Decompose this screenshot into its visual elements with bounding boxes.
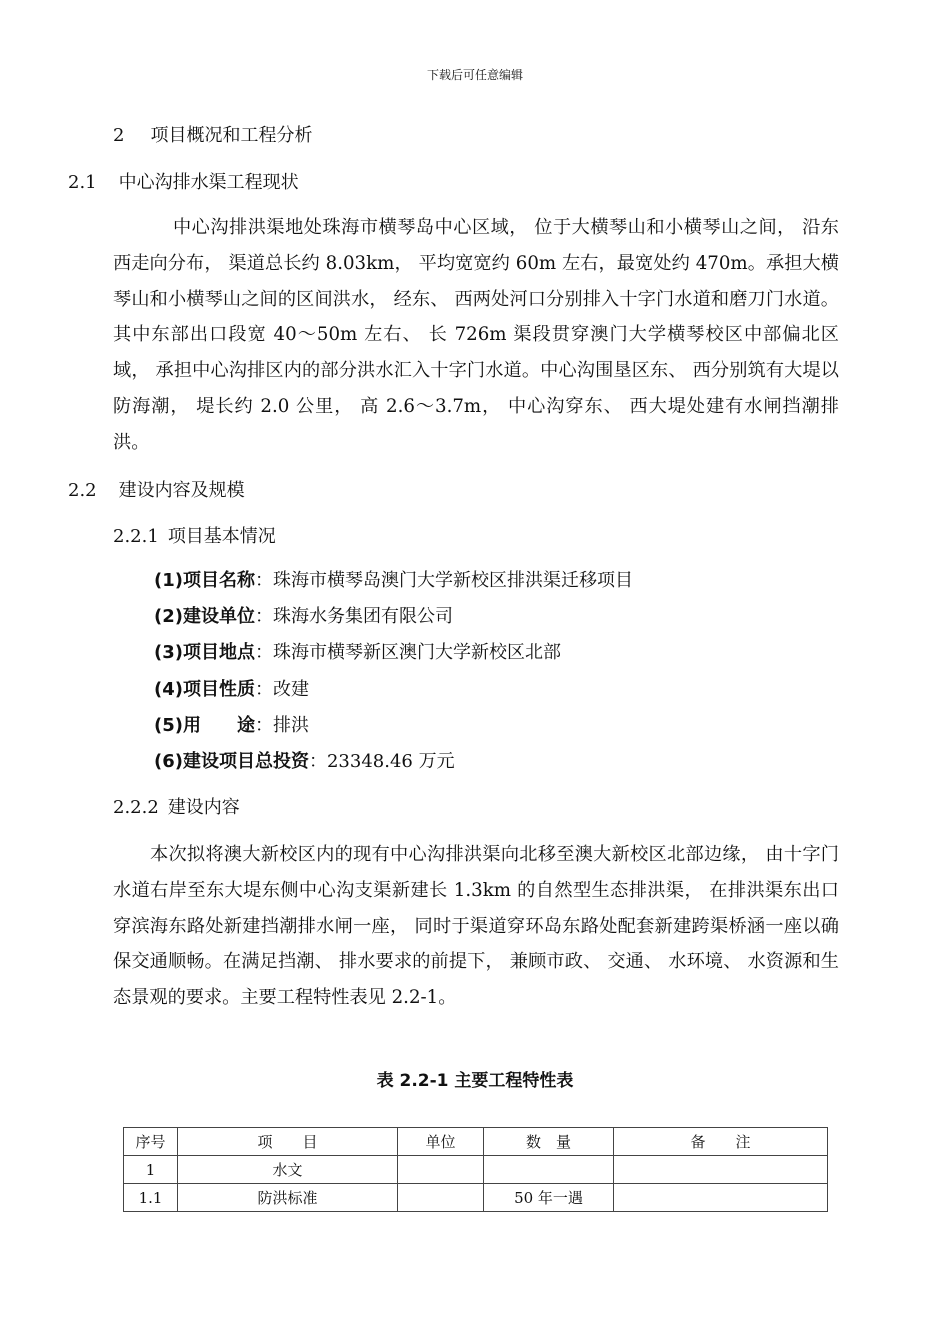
info-item-project-nature — [154, 678, 309, 702]
section-2-2-2-heading — [113, 796, 240, 820]
info-label: (4)项目性质 — [154, 679, 255, 700]
section-2-2-2-number: 2.2.2 — [113, 797, 159, 818]
info-value: 珠海市横琴岛澳门大学新校区排洪渠迁移项目 — [272, 570, 633, 591]
section-2-1-title: 中心沟排水渠工程现状 — [118, 172, 299, 193]
section-2-2-heading — [68, 479, 245, 503]
table-cell — [484, 1156, 614, 1184]
table-cell: 50 年一遇 — [484, 1184, 614, 1212]
info-item-purpose — [154, 714, 309, 738]
header-cell-remark: 备 注 — [614, 1128, 828, 1156]
info-value: 23348.46 万元 — [326, 751, 455, 772]
table-cell — [398, 1156, 484, 1184]
info-separator: ： — [254, 715, 273, 736]
header-cell-index: 序号 — [124, 1128, 178, 1156]
info-value: 珠海市横琴新区澳门大学新校区北部 — [272, 642, 561, 663]
table-cell — [614, 1156, 828, 1184]
info-label: (3)项目地点 — [154, 642, 255, 663]
table-row — [124, 1156, 828, 1184]
info-label: (1)项目名称 — [154, 570, 255, 591]
header-cell-unit: 单位 — [398, 1128, 484, 1156]
section-2-title: 项目概况和工程分析 — [150, 125, 313, 146]
info-item-project-location — [154, 641, 561, 665]
table-title: 表 2.2-1 主要工程特性表 — [376, 1071, 574, 1091]
section-2-1-number: 2.1 — [68, 172, 97, 193]
info-separator: ： — [254, 642, 273, 663]
table-cell — [398, 1184, 484, 1212]
section-2-2-title: 建设内容及规模 — [118, 480, 245, 501]
table-cell — [614, 1184, 828, 1212]
table-cell: 1.1 — [124, 1184, 178, 1212]
info-separator: ： — [254, 570, 273, 591]
info-value: 珠海水务集团有限公司 — [272, 606, 453, 627]
info-value: 改建 — [272, 679, 309, 700]
table-cell: 1 — [124, 1156, 178, 1184]
info-label: (6)建设项目总投资 — [154, 751, 309, 772]
info-separator: ： — [254, 606, 273, 627]
table-cell: 水文 — [178, 1156, 398, 1184]
info-separator: ： — [254, 679, 273, 700]
section-2-1-paragraph — [113, 210, 839, 461]
section-2-2-2-paragraph-text: 本次拟将澳大新校区内的现有中心沟排洪渠向北移至澳大新校区北部边缘， 由十字门水道右岸至东大堤东侧中心沟支渠新建长 1.3km 的自然型生态排洪渠， 在排洪渠东出口穿滨海东路处新建挡潮排水闸一座， 同时于渠道穿环岛东路处配套新建跨渠桥涵一座以确保交通顺畅。在满足挡潮、 排水要求的前提下， 兼顾市政、 交通、 水环境、 水资源和生态景观的要求。主要工程特性表见 2.2-1。 — [113, 844, 839, 1009]
engineering-spec-table — [123, 1127, 828, 1212]
section-2-1-paragraph-text: 中心沟排洪渠地处珠海市横琴岛中心区域， 位于大横琴山和小横琴山之间， 沿东西走向分布， 渠道总长约 8.03km， 平均宽宽约 60m 左右，最宽处约 470m。承担大横琴山和小横琴山之间的区间洪水， 经东、 西两处河口分别排入十字门水道和磨刀门水道。其中东部出口段宽 40～50m 左右、 长 726m 渠段贯穿澳门大学横琴校区中部偏北区域， 承担中心沟排区内的部分洪水汇入十字门水道。中心沟围垦区东、 西分别筑有大堤以防海潮， 堤长约 2.0 公里， 高 2.6～3.7m， 中心沟穿东、 西大堤处建有水闸挡潮排洪。 — [113, 217, 839, 453]
table-cell: 防洪标准 — [178, 1184, 398, 1212]
header-cell-item: 项 目 — [178, 1128, 398, 1156]
info-item-construction-unit — [154, 605, 453, 629]
section-2-2-1-number: 2.2.1 — [113, 526, 159, 547]
section-2-2-2-paragraph — [113, 837, 839, 1016]
header-cell-quantity: 数 量 — [484, 1128, 614, 1156]
section-2-2-number: 2.2 — [68, 480, 97, 501]
table-header-row — [124, 1128, 828, 1156]
info-label: (2)建设单位 — [154, 606, 255, 627]
section-2-2-2-title: 建设内容 — [167, 797, 240, 818]
info-separator: ： — [308, 751, 327, 772]
table-row — [124, 1184, 828, 1212]
section-2-1-heading — [68, 171, 299, 195]
info-label: (5)用 途 — [154, 715, 255, 736]
info-item-total-investment — [154, 750, 455, 774]
page-header-note: 下载后可任意编辑 — [426, 68, 523, 82]
section-2-heading — [113, 124, 312, 148]
section-2-2-1-title: 项目基本情况 — [167, 526, 276, 547]
info-item-project-name — [154, 569, 633, 593]
section-2-2-1-heading — [113, 525, 276, 549]
info-value: 排洪 — [272, 715, 309, 736]
section-2-number: 2 — [113, 125, 125, 146]
